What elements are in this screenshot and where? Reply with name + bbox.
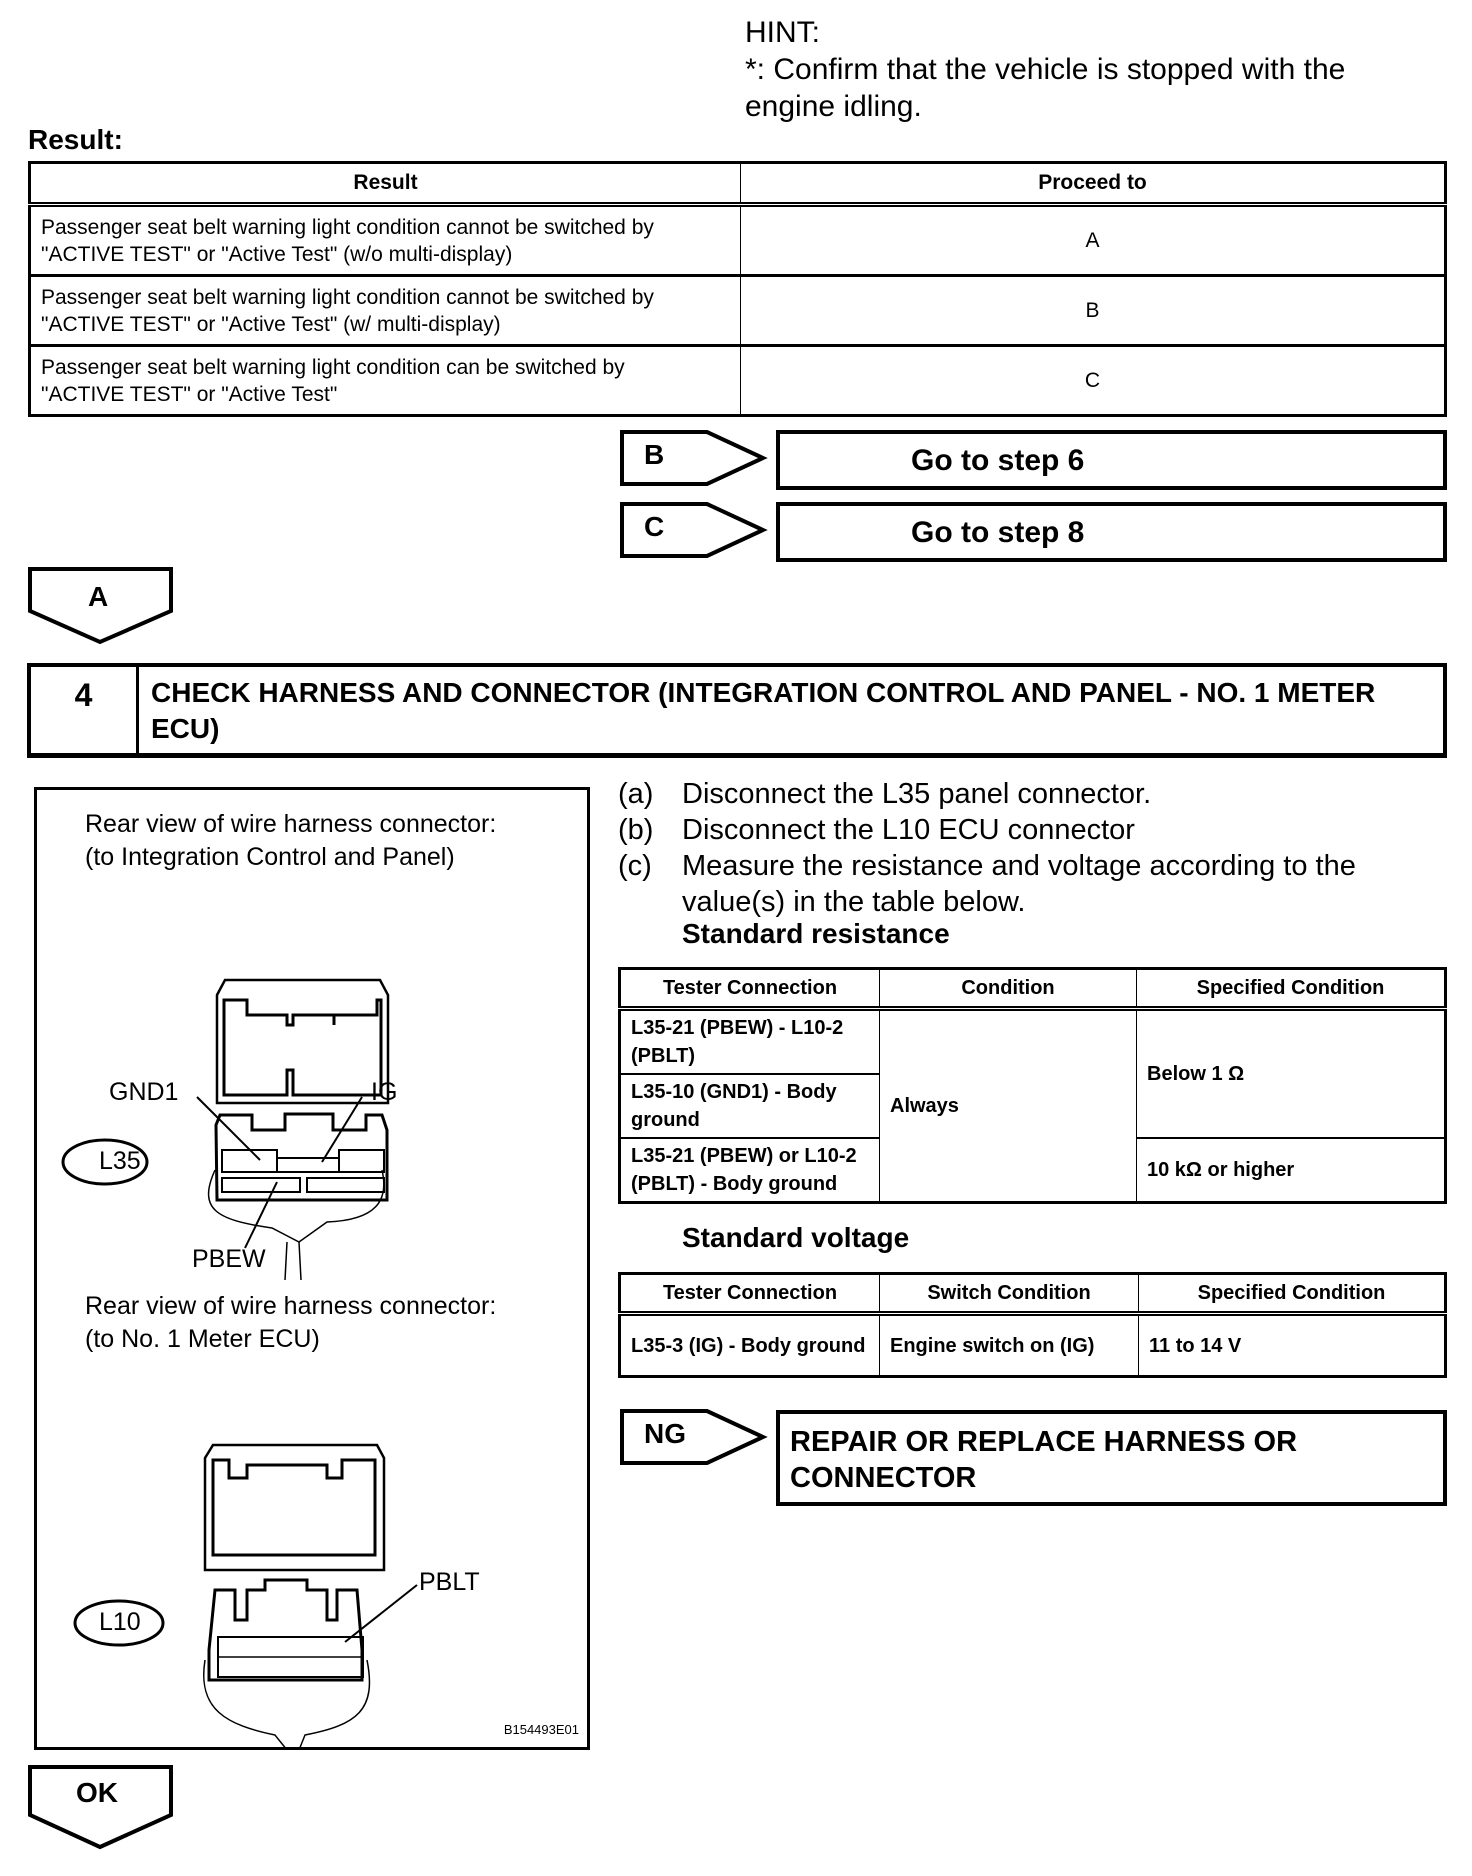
instruction-list: (a) Disconnect the L35 panel connector. (b) Disconnect the L10 ECU connector (c) Measure the resistance and voltage according to the value(s) in the table below. — [618, 778, 1356, 918]
resistance-table — [618, 967, 1447, 1204]
col-tester-connection: Tester Connection — [620, 969, 880, 1009]
spec-cell: Below 1 Ω — [1137, 1009, 1446, 1138]
pblt-pin-label: PBLT — [419, 1568, 480, 1596]
pbew-pin-label: PBEW — [192, 1245, 266, 1273]
l35-housing-top — [217, 980, 388, 1103]
branch-tag-ng[interactable] — [620, 1409, 770, 1467]
branch-tag-label: B — [644, 439, 665, 470]
repair-harness-button[interactable] — [776, 1410, 1447, 1506]
result-header-proceed: Proceed to — [741, 163, 1446, 205]
l35-caption: Rear view of wire harness connector: (to Integration Control and Panel) — [85, 810, 497, 871]
l35-connector-label: L35 — [99, 1147, 141, 1175]
figure-id: B154493E01 — [503, 1722, 579, 1737]
proceed-cell: C — [741, 346, 1446, 416]
spec-cell: 10 kΩ or higher — [1137, 1138, 1446, 1203]
ng-action-label: REPAIR OR REPLACE HARNESS OR CONNECTOR — [790, 1426, 1298, 1494]
result-table — [28, 161, 1447, 417]
flow-tag-label: OK — [76, 1777, 118, 1808]
proceed-cell: A — [741, 205, 1446, 276]
col-specified-condition: Specified Condition — [1139, 1274, 1446, 1314]
col-specified-condition: Specified Condition — [1137, 969, 1446, 1009]
table-row — [30, 276, 1446, 346]
branch-tag-label: NG — [644, 1418, 686, 1449]
step-header — [27, 663, 1447, 758]
voltage-table — [618, 1272, 1447, 1378]
tester-connection-cell: L35-3 (IG) - Body ground — [620, 1314, 880, 1377]
table-row — [620, 1009, 1446, 1075]
branch-tag-b[interactable] — [620, 430, 770, 488]
flow-tag-a[interactable] — [28, 567, 178, 645]
arrow-right-tag-icon — [620, 1409, 770, 1467]
l10-caption: Rear view of wire harness connector: (to No. 1 Meter ECU) — [85, 1292, 497, 1353]
l10-connector-label: L10 — [99, 1608, 141, 1636]
branch-action-label: Go to step 6 — [911, 444, 1085, 477]
tester-connection-cell: L35-21 (PBEW) - L10-2 (PBLT) — [620, 1009, 880, 1075]
flow-tag-ok[interactable] — [28, 1765, 178, 1860]
step-number: 4 — [31, 667, 139, 753]
result-heading: Result: — [28, 124, 123, 155]
proceed-cell: B — [741, 276, 1446, 346]
result-cell: Passenger seat belt warning light condition cannot be switched by "ACTIVE TEST" or "Active Test" (w/ multi-display) — [30, 276, 741, 346]
branch-tag-c[interactable] — [620, 502, 770, 560]
result-cell: Passenger seat belt warning light condition cannot be switched by "ACTIVE TEST" or "Active Test" (w/o multi-display) — [30, 205, 741, 276]
table-row — [30, 346, 1446, 416]
gnd1-pin-label: GND1 — [109, 1078, 179, 1106]
arrow-right-tag-icon — [620, 430, 770, 488]
switch-condition-cell: Engine switch on (IG) — [880, 1314, 1139, 1377]
col-switch-condition: Switch Condition — [880, 1274, 1139, 1314]
standard-voltage-title: Standard voltage — [682, 1222, 910, 1253]
branch-action-label: Go to step 8 — [911, 516, 1085, 549]
branch-tag-label: C — [644, 511, 665, 542]
table-row — [30, 205, 1446, 276]
hint-line-2: engine idling. — [745, 90, 922, 123]
col-condition: Condition — [880, 969, 1137, 1009]
arrow-right-tag-icon — [620, 502, 770, 560]
go-to-step-8-button[interactable] — [776, 502, 1447, 562]
tester-connection-cell: L35-10 (GND1) - Body ground — [620, 1074, 880, 1138]
go-to-step-6-button[interactable] — [776, 430, 1447, 490]
hint-line-1: *: Confirm that the vehicle is stopped with the — [745, 53, 1346, 86]
flow-tag-label: A — [88, 581, 109, 612]
standard-resistance-title: Standard resistance — [682, 918, 950, 949]
connector-diagram — [34, 787, 590, 1750]
tester-connection-cell: L35-21 (PBEW) or L10-2 (PBLT) - Body ground — [620, 1138, 880, 1203]
ig-pin-label: IG — [371, 1078, 398, 1106]
connector-drawing — [37, 790, 587, 1750]
condition-cell: Always — [880, 1009, 1137, 1203]
hint-title: HINT: — [745, 16, 820, 49]
result-cell: Passenger seat belt warning light condition can be switched by "ACTIVE TEST" or "Active Test" — [30, 346, 741, 416]
col-tester-connection: Tester Connection — [620, 1274, 880, 1314]
spec-cell: 11 to 14 V — [1139, 1314, 1446, 1377]
hint-block — [745, 14, 1405, 125]
step-title: CHECK HARNESS AND CONNECTOR (INTEGRATION CONTROL AND PANEL - NO. 1 METER ECU) — [151, 677, 1376, 744]
result-header-result: Result — [30, 163, 741, 205]
table-row — [620, 1314, 1446, 1377]
